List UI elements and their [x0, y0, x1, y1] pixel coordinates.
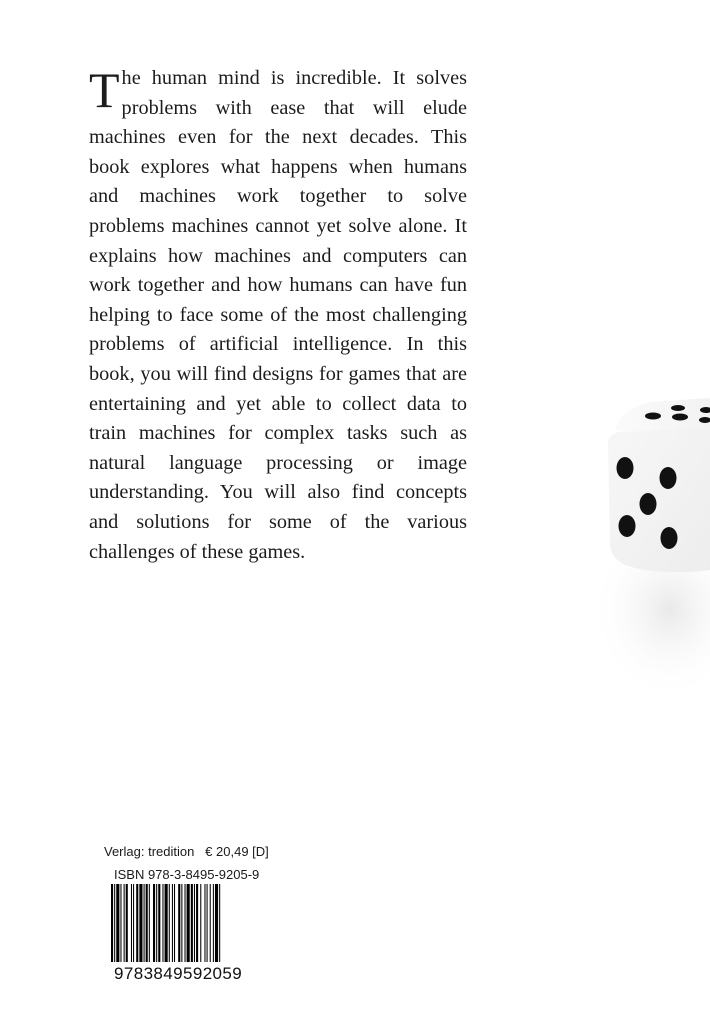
barcode-bar	[187, 884, 190, 962]
barcode-bar	[169, 884, 170, 962]
barcode-bar	[196, 884, 198, 962]
barcode-bar	[213, 884, 214, 962]
barcode-bar	[158, 884, 160, 962]
barcode-bar	[185, 884, 186, 962]
barcode-bar	[120, 884, 121, 962]
barcode-bar	[204, 884, 205, 962]
barcode-bar	[149, 884, 150, 962]
dice-pip	[617, 457, 634, 479]
blurb-text: he human mind is incredible. It solves problems with ease that will elude machines even for the next decades. This book explores what happens when humans and machines work together to solve problems machines cannot yet solve alone. It explains how machines and computers can work together and how humans can have fun helping to face some of the most challenging problems of artificial intelligence. In this book, you will find designs for games that are entertaining and yet able to collect data to train machines for complex tasks such as natural language processing or image understanding. You will also find concepts and solutions for some of the various challenges of these games.	[89, 67, 467, 563]
barcode-bar	[111, 884, 113, 962]
barcode-bar	[172, 884, 173, 962]
dice-pip	[660, 467, 677, 489]
isbn-label: ISBN 978-3-8495-9205-9	[114, 867, 260, 882]
cover-blurb	[89, 64, 467, 567]
drop-cap: T	[89, 62, 120, 118]
barcode-bar	[136, 884, 138, 962]
barcode-number: 9783849592059	[114, 964, 243, 983]
dice-icon	[560, 370, 710, 690]
dice-pip	[640, 493, 657, 515]
barcode-bar	[133, 884, 134, 962]
barcode-bar	[174, 884, 175, 962]
barcode-bar	[144, 884, 145, 962]
dice-pip	[671, 405, 685, 411]
dice-pip	[619, 515, 636, 537]
barcode-bar	[207, 884, 208, 962]
dice-pip	[672, 414, 688, 421]
publisher-price: Verlag: tredition € 20,49 [D]	[104, 844, 269, 859]
barcode-bar	[116, 884, 119, 962]
barcode-bar	[178, 884, 180, 962]
barcode-bar	[114, 884, 115, 962]
barcode-bar	[126, 884, 128, 962]
barcode-bar	[139, 884, 142, 962]
barcode-bar	[131, 884, 132, 962]
barcode-bar	[194, 884, 195, 962]
barcode-icon	[110, 884, 255, 964]
barcode-bar	[210, 884, 211, 962]
dice-front-face	[608, 428, 710, 572]
barcode-bar	[200, 884, 201, 962]
barcode-bar	[124, 884, 125, 962]
barcode-bar	[153, 884, 155, 962]
barcode-bar	[219, 884, 220, 962]
barcode-bar	[156, 884, 157, 962]
barcode-bar	[165, 884, 168, 962]
barcode-bar	[146, 884, 148, 962]
dice-pip	[645, 413, 661, 420]
barcode-bar	[162, 884, 163, 962]
barcode-bar	[191, 884, 193, 962]
dice-pip	[661, 527, 678, 549]
barcode-bar	[181, 884, 182, 962]
barcode-bar	[215, 884, 218, 962]
